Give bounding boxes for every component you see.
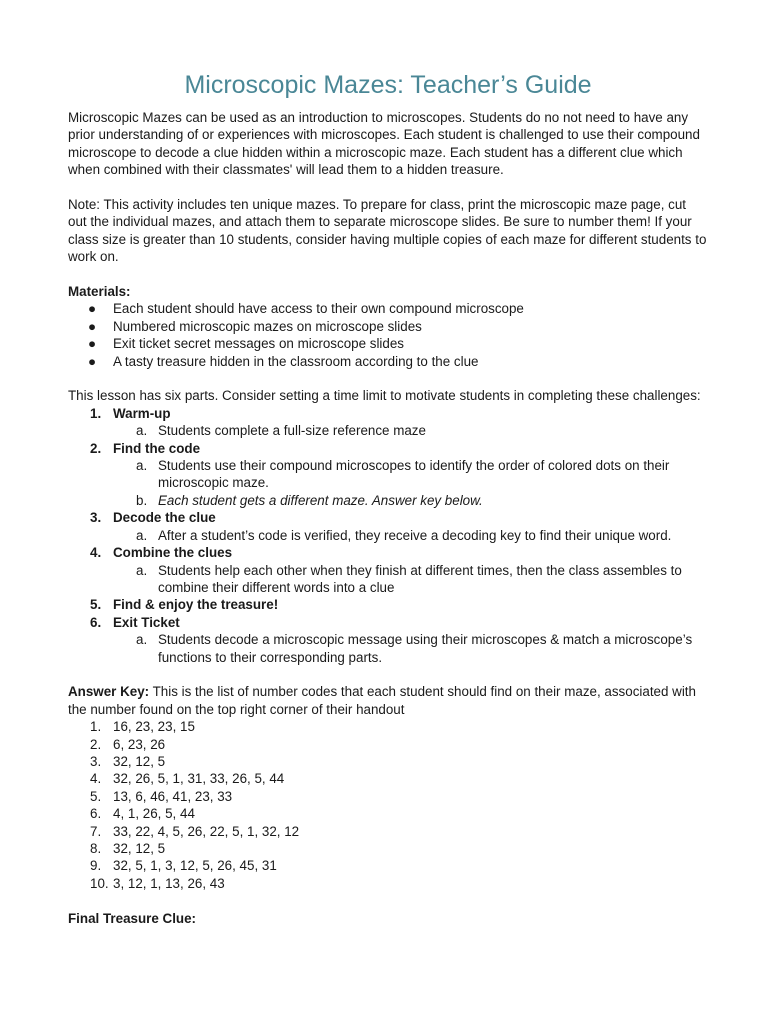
materials-list <box>68 300 708 370</box>
lesson-subitem: a. Students decode a microscopic message using their microscopes & match a microscope’s functions to their corresponding parts. <box>136 632 693 665</box>
page-title: Microscopic Mazes: Teacher’s Guide <box>184 71 592 99</box>
list-item: 3. 32, 12, 5 <box>90 753 166 769</box>
lesson-part: 5. Find & enjoy the treasure! <box>90 597 279 613</box>
lesson-subitem: b. Each student gets a different maze. Answer key below. <box>136 492 483 508</box>
lesson-part: 2. Find the code <box>90 440 201 456</box>
bullet-icon: ● <box>88 301 97 317</box>
list-item: ● A tasty treasure hidden in the classroom according to the clue <box>88 353 479 369</box>
final-treasure-clue-heading: Final Treasure Clue: <box>68 910 196 926</box>
bullet-icon: ● <box>88 353 97 369</box>
list-item: ● Numbered microscopic mazes on microscope slides <box>88 318 422 334</box>
list-item: 6. 4, 1, 26, 5, 44 <box>90 806 195 822</box>
list-item: 9. 32, 5, 1, 3, 12, 5, 26, 45, 31 <box>90 858 277 874</box>
lesson-subitem: a. Students complete a full-size reference maze <box>136 423 426 439</box>
list-item: 7. 33, 22, 4, 5, 26, 22, 5, 1, 32, 12 <box>90 823 300 839</box>
list-item: 10. 3, 12, 1, 13, 26, 43 <box>90 875 225 891</box>
lesson-part: 6. Exit Ticket <box>90 614 180 630</box>
lesson-parts <box>68 405 708 666</box>
lesson-intro: This lesson has six parts. Consider setting a time limit to motivate students in completing these challenges: <box>68 388 701 404</box>
answer-key-list <box>68 718 708 892</box>
list-item: ● Exit ticket secret messages on microscope slides <box>88 336 404 352</box>
list-item: 1. 16, 23, 23, 15 <box>90 719 195 735</box>
lesson-subitem: a. Students use their compound microscopes to identify the order of colored dots on their microscopic maze. <box>136 458 670 491</box>
intro-paragraph: Microscopic Mazes can be used as an introduction to microscopes. Students do no not need to have any prior understanding of or experiences with microscopes. Each student is challenged to use their compound microscope to decode a clue hidden within a microscopic maze. Each student has a different clue which when combined with their classmates' will lead them to a hidden treasure. <box>68 110 700 178</box>
list-item: 8. 32, 12, 5 <box>90 841 166 856</box>
lesson-part: 1. Warm-up <box>90 405 171 421</box>
list-item: 2. 6, 23, 26 <box>90 736 166 752</box>
answer-key-label: Answer Key: <box>68 684 150 700</box>
materials-heading: Materials: <box>68 284 131 300</box>
list-item: 4. 32, 26, 5, 1, 31, 33, 26, 5, 44 <box>90 771 285 787</box>
bullet-icon: ● <box>88 318 97 334</box>
document-body <box>68 109 708 927</box>
lesson-subitem: a. Students help each other when they finish at different times, then the class assembles to combine their different words into a clue <box>136 562 682 595</box>
lesson-subitem: a. After a student’s code is verified, they receive a decoding key to find their unique word. <box>136 527 672 543</box>
note-paragraph: Note: This activity includes ten unique mazes. To prepare for class, print the microscopic maze page, cut out the individual mazes, and attach them to separate microscope slides. Be sure to number them! If your class size is greater than 10 students, consider having multiple copies of each maze for different students to work on. <box>68 197 707 265</box>
answer-key-intro: Answer Key: This is the list of number codes that each student should find on their maze, associated with the number found on the top right corner of their handout <box>68 684 696 717</box>
list-item: ● Each student should have access to their own compound microscope <box>88 301 524 317</box>
bullet-icon: ● <box>88 336 97 352</box>
lesson-part: 4. Combine the clues <box>90 545 233 561</box>
lesson-part: 3. Decode the clue <box>90 510 216 526</box>
list-item: 5. 13, 6, 46, 41, 23, 33 <box>90 788 233 804</box>
